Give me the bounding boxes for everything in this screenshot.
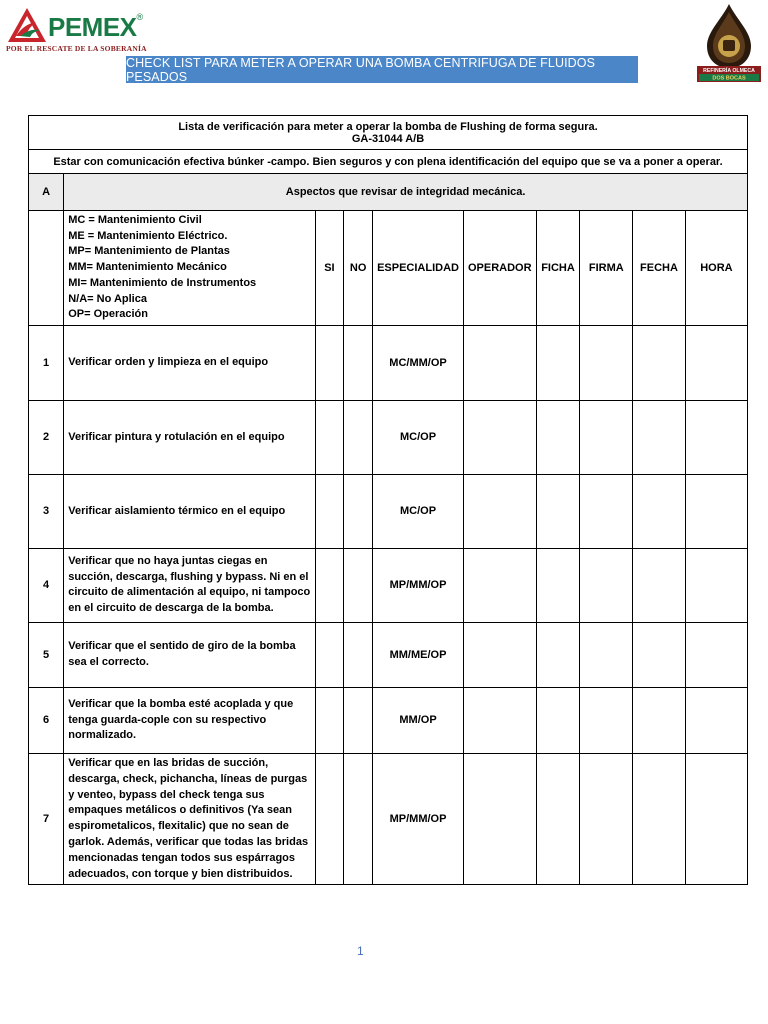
firma-cell[interactable] xyxy=(580,753,633,884)
operador-cell[interactable] xyxy=(463,687,536,753)
table-row xyxy=(29,325,748,400)
firma-cell[interactable] xyxy=(580,548,633,622)
col-firma: FIRMA xyxy=(580,211,633,326)
fecha-cell[interactable] xyxy=(633,753,686,884)
equipment-tag: GA-31044 A/B xyxy=(351,132,425,145)
operador-cell[interactable] xyxy=(463,753,536,884)
legend-item: ME = Mantenimiento Eléctrico. xyxy=(68,229,228,242)
col-no: NO xyxy=(344,211,373,326)
hora-cell[interactable] xyxy=(685,687,747,753)
ficha-cell[interactable] xyxy=(536,687,580,753)
ficha-cell[interactable] xyxy=(536,753,580,884)
row-specialty: MM/ME/OP xyxy=(373,622,464,687)
ficha-cell[interactable] xyxy=(536,400,580,474)
firma-cell[interactable] xyxy=(580,325,633,400)
row-specialty: MC/OP xyxy=(373,474,464,548)
hora-cell[interactable] xyxy=(685,325,747,400)
table-row xyxy=(29,687,748,753)
operador-cell[interactable] xyxy=(463,548,536,622)
operador-cell[interactable] xyxy=(463,474,536,548)
hora-cell[interactable] xyxy=(685,400,747,474)
row-description: Verificar aislamiento térmico en el equipo xyxy=(64,474,315,548)
table-row xyxy=(29,400,748,474)
column-header-row xyxy=(29,211,748,326)
row-specialty: MM/OP xyxy=(373,687,464,753)
legend-item: MC = Mantenimiento Civil xyxy=(68,214,202,226)
document-title-banner: CHECK LIST PARA METER A OPERAR UNA BOMBA CENTRIFUGA DE FLUIDOS PESADOS xyxy=(126,56,638,83)
si-checkbox-cell[interactable] xyxy=(315,400,344,474)
si-checkbox-cell[interactable] xyxy=(315,548,344,622)
col-especialidad: ESPECIALIDAD xyxy=(373,211,464,326)
operador-cell[interactable] xyxy=(463,622,536,687)
hora-cell[interactable] xyxy=(685,753,747,884)
pemex-eagle-icon xyxy=(6,6,48,46)
ficha-cell[interactable] xyxy=(536,622,580,687)
firma-cell[interactable] xyxy=(580,400,633,474)
row-specialty: MC/MM/OP xyxy=(373,325,464,400)
firma-cell[interactable] xyxy=(580,687,633,753)
col-fecha: FECHA xyxy=(633,211,686,326)
hora-cell[interactable] xyxy=(685,548,747,622)
row-number: 7 xyxy=(29,753,64,884)
ficha-cell[interactable] xyxy=(536,325,580,400)
si-checkbox-cell[interactable] xyxy=(315,687,344,753)
table-row xyxy=(29,548,748,622)
legend-item: MI= Mantenimiento de Instrumentos xyxy=(68,276,257,289)
legend-item: N/A= No Aplica xyxy=(68,292,147,305)
brand-slogan: POR EL RESCATE DE LA SOBERANÍA xyxy=(6,44,147,53)
page-number: 1 xyxy=(357,944,364,958)
table-row xyxy=(29,622,748,687)
table-row xyxy=(29,753,748,884)
col-operador: OPERADOR xyxy=(463,211,536,326)
si-checkbox-cell[interactable] xyxy=(315,753,344,884)
row-number: 2 xyxy=(29,400,64,474)
brand-name: PEMEX® xyxy=(48,12,143,42)
section-title: Aspectos que revisar de integridad mecánica. xyxy=(64,174,748,211)
pemex-logo xyxy=(4,4,154,56)
fecha-cell[interactable] xyxy=(633,474,686,548)
checklist-table xyxy=(28,115,748,885)
row-number: 4 xyxy=(29,548,64,622)
row-description: Verificar que el sentido de giro de la bomba sea el correcto. xyxy=(64,622,315,687)
col-si: SI xyxy=(315,211,344,326)
no-checkbox-cell[interactable] xyxy=(344,622,373,687)
row-number: 6 xyxy=(29,687,64,753)
no-checkbox-cell[interactable] xyxy=(344,548,373,622)
refinery-line2: DOS BOCAS xyxy=(712,75,746,82)
table-row xyxy=(29,474,748,548)
oil-drop-refinery-icon xyxy=(697,2,761,82)
no-checkbox-cell[interactable] xyxy=(344,400,373,474)
legend-item: MP= Mantenimiento de Plantas xyxy=(68,245,230,258)
row-specialty: MC/OP xyxy=(373,400,464,474)
firma-cell[interactable] xyxy=(580,474,633,548)
si-checkbox-cell[interactable] xyxy=(315,622,344,687)
row-number: 1 xyxy=(29,325,64,400)
row-number: 5 xyxy=(29,622,64,687)
no-checkbox-cell[interactable] xyxy=(344,687,373,753)
row-specialty: MP/MM/OP xyxy=(373,753,464,884)
firma-cell[interactable] xyxy=(580,622,633,687)
table-title-line1: Lista de verificación para meter a operar la bomba de Flushing de forma segura. xyxy=(178,120,598,133)
table-title xyxy=(29,116,748,150)
legend-item: OP= Operación xyxy=(68,308,148,321)
row-description: Verificar que no haya juntas ciegas en succión, descarga, flushing y bypass. Ni en el circuito de alimentación al equipo, ni tampoco en el circuito de descarga de la bomba. xyxy=(64,548,315,622)
fecha-cell[interactable] xyxy=(633,622,686,687)
row-specialty: MP/MM/OP xyxy=(373,548,464,622)
specialty-legend xyxy=(64,211,315,326)
legend-item: MM= Mantenimiento Mecánico xyxy=(68,261,227,274)
ficha-cell[interactable] xyxy=(536,474,580,548)
col-ficha: FICHA xyxy=(536,211,580,326)
ficha-cell[interactable] xyxy=(536,548,580,622)
row-description: Verificar pintura y rotulación en el equipo xyxy=(64,400,315,474)
section-letter: A xyxy=(29,174,64,211)
operador-cell[interactable] xyxy=(463,325,536,400)
fecha-cell[interactable] xyxy=(633,548,686,622)
hora-cell[interactable] xyxy=(685,622,747,687)
row-description: Verificar que en las bridas de succión, descarga, check, pichancha, líneas de purgas y venteo, bypass del check tenga sus empaques metálicos o definitivos (Ya sean espirometalicos, flexitalic) que no sean de garlok. Además, verificar que todas las bridas mencionadas tengan todos sus espárragos adecuados, con torque y bien distribuidos. xyxy=(64,753,315,884)
hora-cell[interactable] xyxy=(685,474,747,548)
si-checkbox-cell[interactable] xyxy=(315,474,344,548)
refinery-line1: REFINERÍA OLMECA xyxy=(703,68,755,74)
row-number: 3 xyxy=(29,474,64,548)
si-checkbox-cell[interactable] xyxy=(315,325,344,400)
operador-cell[interactable] xyxy=(463,400,536,474)
communication-note: Estar con comunicación efectiva búnker -campo. Bien seguros y con plena identificación del equipo que se va a poner a operar. xyxy=(29,150,748,174)
fecha-cell[interactable] xyxy=(633,687,686,753)
no-checkbox-cell[interactable] xyxy=(344,474,373,548)
no-checkbox-cell[interactable] xyxy=(344,753,373,884)
row-description: Verificar orden y limpieza en el equipo xyxy=(64,325,315,400)
empty-cell xyxy=(29,211,64,326)
col-hora: HORA xyxy=(685,211,747,326)
row-description: Verificar que la bomba esté acoplada y que tenga guarda-cople con su respectivo normalizado. xyxy=(64,687,315,753)
fecha-cell[interactable] xyxy=(633,400,686,474)
no-checkbox-cell[interactable] xyxy=(344,325,373,400)
fecha-cell[interactable] xyxy=(633,325,686,400)
